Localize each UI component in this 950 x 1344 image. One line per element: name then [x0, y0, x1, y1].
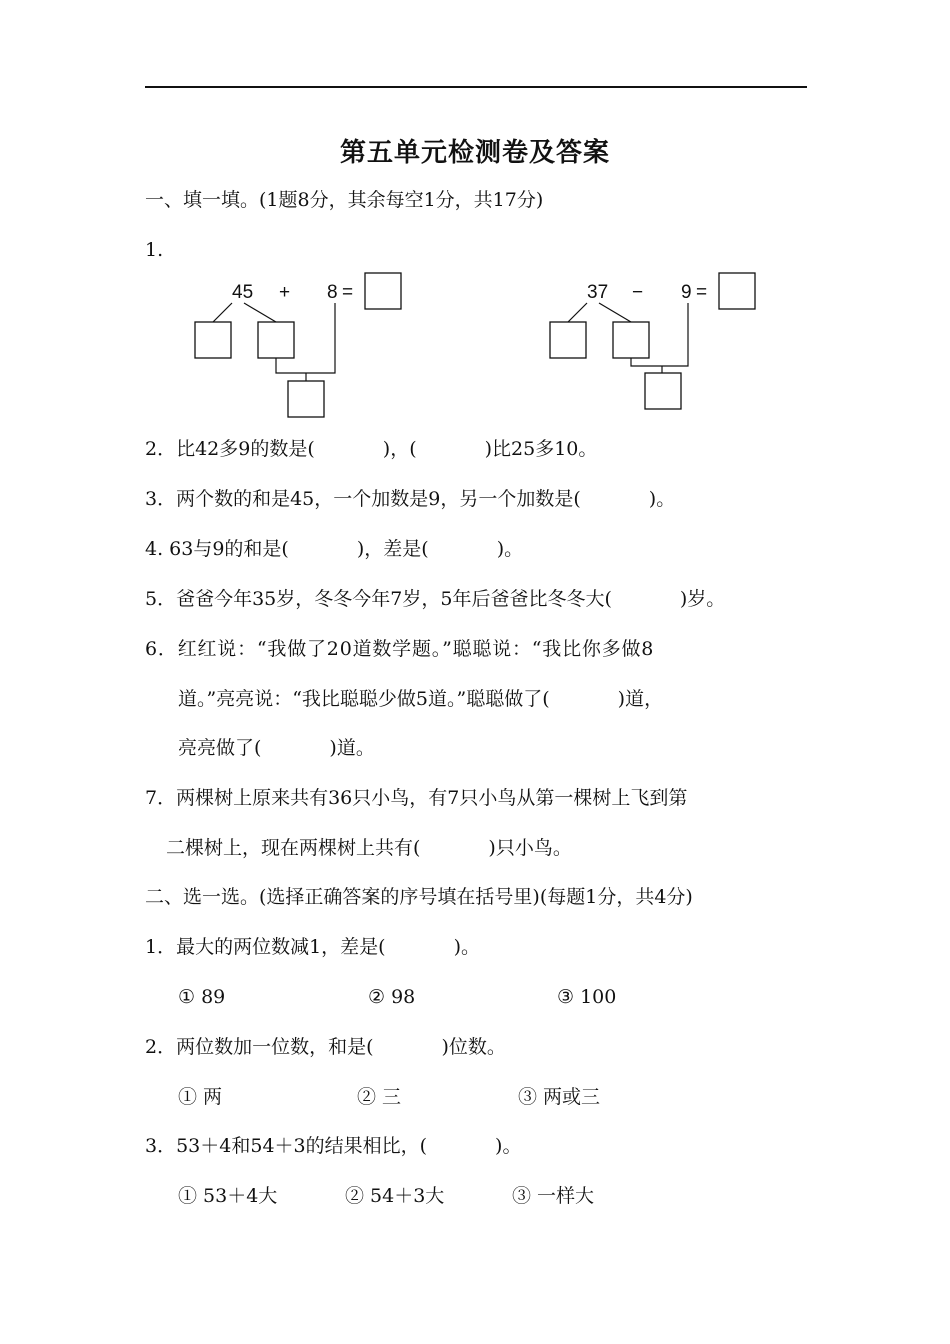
question-6-line-2: 道。”亮亮说：“我比聪聪少做5道。”聪聪做了( )道， [178, 688, 664, 710]
question-2: 2．比42多9的数是( )，( )比25多10。 [145, 438, 598, 460]
choice-1-option-2[interactable]: ② 98 [368, 986, 416, 1008]
diagram1-split-box-1[interactable] [195, 322, 231, 358]
choice-question-3: 3．53＋4和54＋3的结果相比，( )。 [145, 1135, 522, 1157]
choice-3-option-1[interactable]: ① 53＋4大 [178, 1185, 278, 1207]
diagram1-answer-box[interactable] [365, 273, 401, 309]
diagram2-operator: − [632, 282, 644, 303]
choice-2-option-1[interactable]: ① 两 [178, 1086, 223, 1108]
diagram2-equals: = [696, 282, 708, 303]
choice-3-option-2[interactable]: ② 54＋3大 [345, 1185, 445, 1207]
section1-heading: 一、填一填。(1题8分，其余每空1分，共17分) [145, 189, 544, 211]
question-7-line-2: 二棵树上，现在两棵树上共有( )只小鸟。 [166, 837, 572, 859]
question-6-line-1: 6．红红说：“我做了20道数学题。”聪聪说：“我比你多做8 [145, 638, 655, 660]
diagram1-equals: = [342, 282, 354, 303]
diagram1-operator: + [279, 282, 291, 303]
choice-2-option-3[interactable]: ③ 两或三 [518, 1086, 601, 1108]
subtraction-diagram [550, 273, 755, 409]
choice-2-option-2[interactable]: ② 三 [357, 1086, 402, 1108]
diagram2-number-b: 9 [681, 282, 692, 303]
diagram1-sum-box[interactable] [288, 381, 324, 417]
choice-1-option-1[interactable]: ① 89 [178, 986, 226, 1008]
diagram1-number-a: 45 [232, 282, 254, 303]
decomposition-diagrams [0, 0, 950, 440]
diagram1-number-b: 8 [327, 282, 338, 303]
question-5: 5．爸爸今年35岁，冬冬今年7岁，5年后爸爸比冬冬大( )岁。 [145, 588, 726, 610]
choice-question-1: 1．最大的两位数减1，差是( )。 [145, 936, 481, 958]
choice-question-2: 2．两位数加一位数，和是( )位数。 [145, 1036, 506, 1058]
diagram2-number-a: 37 [587, 282, 609, 303]
choice-3-option-3[interactable]: ③ 一样大 [512, 1185, 595, 1207]
question-3: 3．两个数的和是45，一个加数是9，另一个加数是( )。 [145, 488, 676, 510]
diagram1-split-box-2[interactable] [258, 322, 294, 358]
diagram2-split-box-2[interactable] [613, 322, 649, 358]
page-title: 第五单元检测卷及答案 [339, 138, 610, 168]
addition-diagram [195, 273, 401, 417]
question-6-line-3: 亮亮做了( )道。 [178, 737, 375, 759]
diagram2-difference-box[interactable] [645, 373, 681, 409]
question-7-line-1: 7．两棵树上原来共有36只小鸟，有7只小鸟从第一棵树上飞到第 [145, 787, 688, 809]
diagram2-answer-box[interactable] [719, 273, 755, 309]
section2-heading: 二、选一选。(选择正确答案的序号填在括号里)(每题1分，共4分) [145, 886, 693, 908]
diagram2-split-box-1[interactable] [550, 322, 586, 358]
choice-1-option-3[interactable]: ③ 100 [557, 986, 617, 1008]
question-4: 4. 63与9的和是( )，差是( )。 [145, 538, 524, 560]
q1-label: 1. [145, 239, 164, 261]
